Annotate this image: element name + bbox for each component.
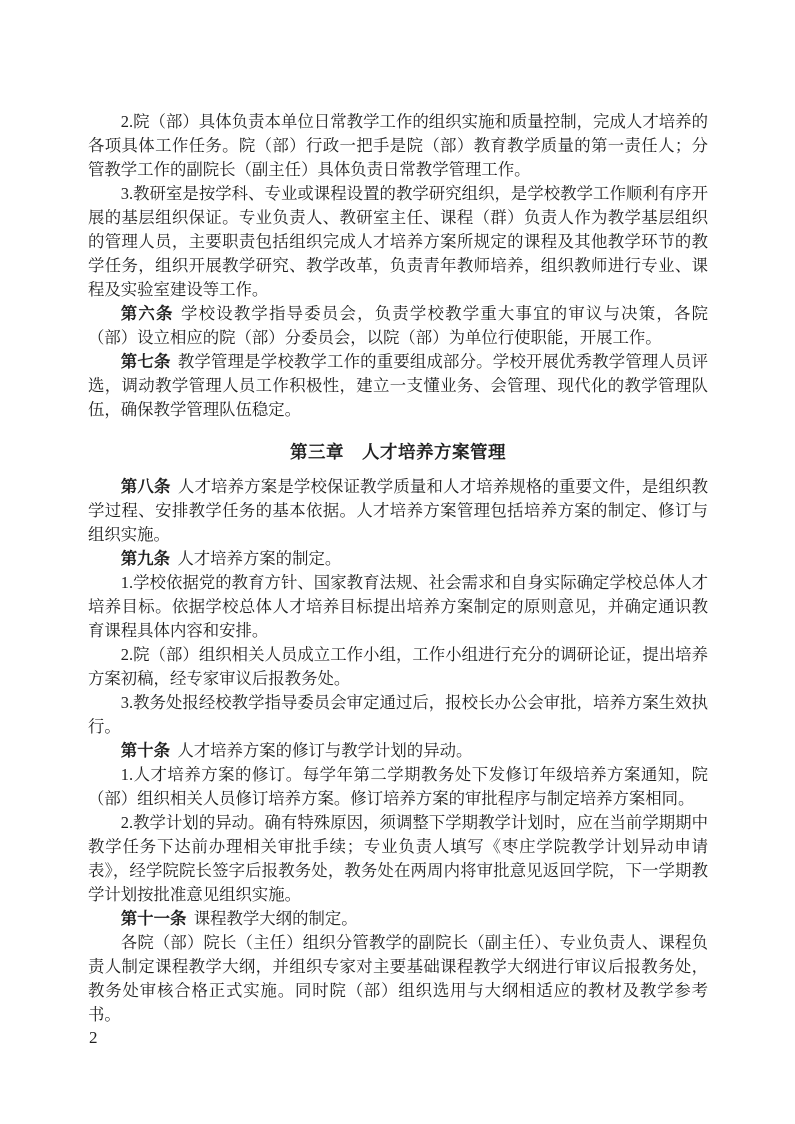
paragraph-text: 2.院（部）组织相关人员成立工作小组，工作小组进行充分的调研论证，提出培养方案初稿，经专家审议后报教务处。 bbox=[88, 645, 708, 688]
paragraph-text: 课程教学大纲的制定。 bbox=[193, 909, 358, 928]
paragraph-text: 1.人才培养方案的修订。每学年第二学期教务处下发修订年级培养方案通知，院（部）组织相关人员修订培养方案。修订培养方案的审批程序与制定培养方案相同。 bbox=[88, 765, 708, 808]
paragraph bbox=[88, 547, 708, 571]
paragraph bbox=[88, 811, 708, 907]
article-number: 第七条 bbox=[120, 352, 171, 371]
article-number: 第六条 bbox=[120, 304, 174, 323]
paragraph-text: 2.院（部）具体负责本单位日常教学工作的组织实施和质量控制，完成人才培养的各项具体工作任务。院（部）行政一把手是院（部）教育教学质量的第一责任人；分管教学工作的副院长（副主任）具体负责日常教学管理工作。 bbox=[88, 112, 708, 179]
paragraph-text: 2.教学计划的异动。确有特殊原因，须调整下学期教学计划时，应在当前学期期中教学任务下达前办理相关审批手续；专业负责人填写《枣庄学院教学计划异动申请表》，经学院院长签字后报教务处，教务处在两周内将审批意见返回学院，下一学期教学计划按批准意见组织实施。 bbox=[88, 813, 708, 904]
paragraph bbox=[88, 350, 708, 422]
paragraph bbox=[88, 907, 708, 931]
paragraph bbox=[88, 691, 708, 739]
paragraph bbox=[88, 110, 708, 182]
paragraph-text: 人才培养方案的制定。 bbox=[177, 549, 342, 568]
paragraph-text: 3.教研室是按学科、专业或课程设置的教学研究组织，是学校教学工作顺利有序开展的基层组织保证。专业负责人、教研室主任、课程（群）负责人作为教学基层组织的管理人员，主要职责包括组织完成人才培养方案所规定的课程及其他教学环节的教学任务，组织开展教学研究、教学改革，负责青年教师培养，组织教师进行专业、课程及实验室建设等工作。 bbox=[88, 184, 708, 299]
paragraph bbox=[88, 302, 708, 350]
paragraph bbox=[88, 739, 708, 763]
paragraph bbox=[88, 571, 708, 643]
paragraph bbox=[88, 763, 708, 811]
paragraph-text: 各院（部）院长（主任）组织分管教学的副院长（副主任）、专业负责人、课程负责人制定课程教学大纲，并组织专家对主要基础课程教学大纲进行审议后报教务处，教务处审核合格正式实施。同时院（部）组织选用与大纲相适应的教材及教学参考书。 bbox=[88, 933, 708, 1024]
paragraph bbox=[88, 475, 708, 547]
article-number: 第十条 bbox=[120, 741, 170, 760]
paragraph-text: 人才培养方案的修订与教学计划的异动。 bbox=[177, 741, 473, 760]
paragraph bbox=[88, 931, 708, 1027]
paragraph bbox=[88, 643, 708, 691]
paragraph bbox=[88, 182, 708, 302]
paragraph-text: 3.教务处报经校教学指导委员会审定通过后，报校长办公会审批，培养方案生效执行。 bbox=[88, 693, 708, 736]
paragraph-text: 1.学校依据党的教育方针、国家教育法规、社会需求和自身实际确定学校总体人才培养目标。依据学校总体人才培养目标提出培养方案制定的原则意见，并确定通识教育课程具体内容和安排。 bbox=[88, 573, 708, 640]
document-body bbox=[88, 110, 708, 1027]
article-number: 第九条 bbox=[120, 549, 170, 568]
article-number: 第八条 bbox=[120, 477, 171, 496]
paragraph-text: 教学管理是学校教学工作的重要组成部分。学校开展优秀教学管理人员评选，调动教学管理人员工作积极性，建立一支懂业务、会管理、现代化的教学管理队伍，确保教学管理队伍稳定。 bbox=[88, 352, 709, 419]
page-number: 2 bbox=[89, 1028, 98, 1047]
paragraph-text: 人才培养方案是学校保证教学质量和人才培养规格的重要文件，是组织教学过程、安排教学任务的基本依据。人才培养方案管理包括培养方案的制定、修订与组织实施。 bbox=[88, 477, 709, 544]
chapter-heading: 第三章 人才培养方案管理 bbox=[290, 442, 506, 462]
paragraph-text: 学校设教学指导委员会，负责学校教学重大事宜的审议与决策，各院（部）设立相应的院（部）分委员会，以院（部）为单位行使职能，开展工作。 bbox=[88, 304, 709, 347]
article-number: 第十一条 bbox=[120, 909, 187, 928]
